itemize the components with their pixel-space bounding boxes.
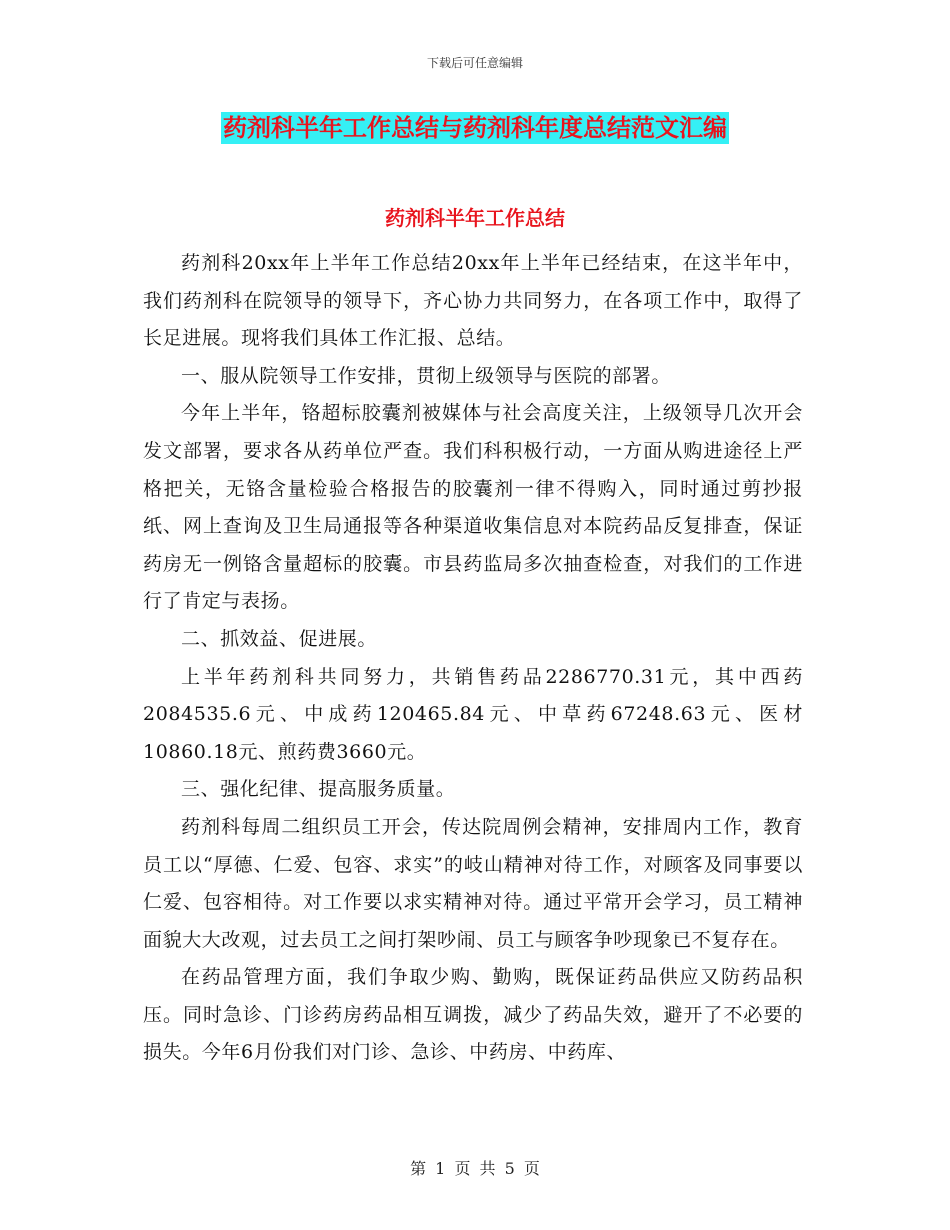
document-body: [143, 245, 803, 1072]
paragraph-heading: 一、服从院领导工作安排，贯彻上级领导与医院的部署。: [181, 364, 672, 387]
paragraph: 上半年药剂科共同努力，共销售药品2286770.31元，其中西药2084535.6元、中成药120465.84元、中草药67248.63元、医材10860.18元、煎药费3660元。: [143, 665, 803, 763]
document-title: [0, 112, 950, 144]
page-header-note: 下载后可任意编辑: [426, 56, 523, 70]
paragraph: 在药品管理方面，我们争取少购、勤购，既保证药品供应又防药品积压。同时急诊、门诊药房药品相互调拨，减少了药品失效，避开了不必要的损失。今年6月份我们对门诊、急诊、中药房、中药库、: [143, 966, 803, 1064]
paragraph: 药剂科20xx年上半年工作总结20xx年上半年已经结束，在这半年中，我们药剂科在院领导的领导下，齐心协力共同努力，在各项工作中，取得了长足进展。现将我们具体工作汇报、总结。: [143, 252, 803, 350]
paragraph: 药剂科每周二组织员工开会，传达院周例会精神，安排周内工作，教育员工以“厚德、仁爱、包容、求实”的岐山精神对待工作，对顾客及同事要以仁爱、包容相待。对工作要以求实精神对待。通过平常开会学习，员工精神面貌大大改观，过去员工之间打架吵闹、员工与顾客争吵现象已不复存在。: [143, 815, 803, 951]
paragraph: 今年上半年，铬超标胶囊剂被媒体与社会高度关注，上级领导几次开会发文部署，要求各从药单位严查。我们科积极行动，一方面从购进途径上严格把关，无铬含量检验合格报告的胶囊剂一律不得购入，同时通过剪抄报纸、网上查询及卫生局通报等各种渠道收集信息对本院药品反复排查，保证药房无一例铬含量超标的胶囊。市县药监局多次抽查检查，对我们的工作进行了肯定与表扬。: [143, 402, 803, 613]
paragraph-heading: 三、强化纪律、提高服务质量。: [181, 778, 456, 801]
section-title: 药剂科半年工作总结: [385, 206, 565, 230]
paragraph-heading: 二、抓效益、促进展。: [181, 627, 378, 650]
document-title-text: 药剂科半年工作总结与药剂科年度总结范文汇编: [223, 114, 727, 142]
page-footer-pagination: 第 1 页 共 5 页: [410, 1159, 540, 1178]
